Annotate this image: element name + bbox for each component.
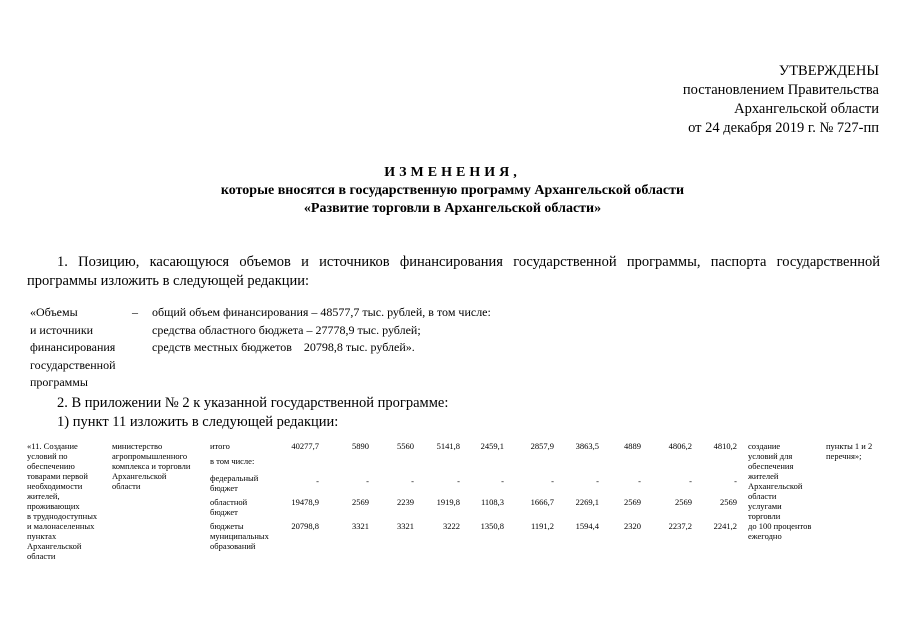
table-text-line: жителей, bbox=[27, 491, 60, 501]
table-cell: 1666,7 bbox=[530, 497, 554, 507]
table-cell: 3222 bbox=[443, 521, 460, 531]
section-1-text: 1. Позицию, касающуюся объемов и источников финансирования государственной программы, паспорта государственной программы изложить в следующей редакции: bbox=[27, 254, 880, 289]
table-text-line: до 100 процентов bbox=[748, 521, 812, 531]
table-executor bbox=[112, 441, 212, 491]
table-cell: 3321 bbox=[397, 521, 414, 531]
table-text-line: бюджет bbox=[210, 507, 238, 517]
table-cell: 20798,8 bbox=[291, 521, 319, 531]
table-reference bbox=[826, 441, 896, 461]
table-cell: 2239 bbox=[397, 497, 414, 507]
table-cell: 40277,7 bbox=[291, 441, 319, 451]
table-text-line: области bbox=[748, 491, 777, 501]
table-text-line: услугами bbox=[748, 501, 782, 511]
table-text-line: жителей bbox=[748, 471, 779, 481]
table-text-line: областной bbox=[210, 497, 248, 507]
passport-label-line: государственной bbox=[30, 357, 116, 372]
table-text-line: товарами первой bbox=[27, 471, 88, 481]
table-text-line: в труднодоступных bbox=[27, 511, 98, 521]
table-cell: 1919,8 bbox=[436, 497, 460, 507]
table-cell: 5890 bbox=[352, 441, 369, 451]
table-text-line: ежегодно bbox=[748, 531, 782, 541]
row-label-federal bbox=[210, 473, 258, 493]
table-cell: - bbox=[734, 476, 737, 486]
table-cell: - bbox=[596, 476, 599, 486]
row-label-regional bbox=[210, 497, 247, 517]
table-text-line: бюджет bbox=[210, 483, 238, 493]
table-text-line: министерство bbox=[112, 441, 163, 451]
table-text-line: области bbox=[112, 481, 141, 491]
table-text-line: условий для bbox=[748, 451, 793, 461]
table-cell: 19478,9 bbox=[291, 497, 319, 507]
table-text-line: области bbox=[27, 551, 56, 561]
table-text-line: условий по bbox=[27, 451, 68, 461]
approval-title: УТВЕРЖДЕНЫ bbox=[778, 63, 879, 79]
approval-line-2: постановлением Правительства bbox=[682, 82, 879, 98]
table-cell: 2569 bbox=[675, 497, 692, 507]
table-cell: 1108,3 bbox=[480, 497, 504, 507]
table-cell: - bbox=[457, 476, 460, 486]
table-cell: - bbox=[366, 476, 369, 486]
row-label-total: итого bbox=[210, 441, 230, 451]
table-cell: - bbox=[689, 476, 692, 486]
table-text-line: бюджеты bbox=[210, 521, 244, 531]
title-line-3: «Развитие торговли в Архангельской области» bbox=[303, 201, 602, 216]
passport-dash: – bbox=[132, 305, 138, 319]
table-text-line: и малонаселенных bbox=[27, 521, 95, 531]
row-label-municipal bbox=[210, 521, 269, 551]
table-text-line: пункты 1 и 2 bbox=[826, 441, 873, 451]
table-cell: 2241,2 bbox=[713, 521, 737, 531]
table-cell: 1191,2 bbox=[530, 521, 554, 531]
approval-line-3: Архангельской области bbox=[734, 101, 879, 117]
table-text-line: торговли bbox=[748, 511, 781, 521]
table-cell: 4810,2 bbox=[713, 441, 737, 451]
table-text-line: необходимости bbox=[27, 481, 83, 491]
table-text-line: агропромышленного bbox=[112, 451, 188, 461]
table-text-line: муниципальных bbox=[210, 531, 269, 541]
table-cell: 1594,4 bbox=[575, 521, 599, 531]
passport-label-line: финансирования bbox=[30, 340, 116, 354]
table-cell: - bbox=[501, 476, 504, 486]
table-cell: 3863,5 bbox=[575, 441, 599, 451]
table-text-line: образований bbox=[210, 541, 256, 551]
table-text-line: проживающих bbox=[27, 501, 80, 511]
table-text-line: создание bbox=[748, 441, 781, 451]
table-cell: 2569 bbox=[720, 497, 737, 507]
passport-label-line: программы bbox=[30, 375, 88, 389]
table-text-line: Архангельской bbox=[748, 481, 803, 491]
table-text-line: обеспечения bbox=[748, 461, 794, 471]
approval-line-4: от 24 декабря 2019 г. № 727-пп bbox=[688, 120, 879, 136]
table-cell: 2237,2 bbox=[668, 521, 692, 531]
table-cell: 2269,1 bbox=[575, 497, 599, 507]
table-cell: - bbox=[551, 476, 554, 486]
table-text-line: Архангельской bbox=[112, 471, 167, 481]
table-cell: - bbox=[316, 476, 319, 486]
table-cell: 2569 bbox=[624, 497, 641, 507]
section-2-sub: 1) пункт 11 изложить в следующей редакции: bbox=[57, 414, 339, 430]
table-text-line: комплекса и торговли bbox=[112, 461, 191, 471]
table-item-description bbox=[27, 441, 115, 561]
table-text-line: федеральный bbox=[210, 473, 259, 483]
table-cell: - bbox=[638, 476, 641, 486]
table-cell: 2459,1 bbox=[480, 441, 504, 451]
table-cell: 1350,8 bbox=[480, 521, 504, 531]
passport-value-line: средств местных бюджетов 20798,8 тыс. рублей». bbox=[152, 340, 415, 354]
table-text-line: обеспечению bbox=[27, 461, 75, 471]
table-cell: 5141,8 bbox=[436, 441, 460, 451]
table-text-line: перечня»; bbox=[826, 451, 862, 461]
table-text-line: «11. Создание bbox=[27, 441, 78, 451]
table-cell: 4889 bbox=[624, 441, 641, 451]
table-result bbox=[748, 441, 828, 541]
passport-value-line: средства областного бюджета – 27778,9 тыс. рублей; bbox=[152, 322, 421, 337]
passport-label-line: и источники bbox=[30, 322, 94, 337]
row-label-including: в том числе: bbox=[210, 456, 255, 466]
table-cell: 4806,2 bbox=[668, 441, 692, 451]
passport-label-line: «Объемы bbox=[30, 305, 78, 319]
table-cell: 5560 bbox=[397, 441, 414, 451]
title-heading: ИЗМЕНЕНИЯ, bbox=[384, 165, 521, 180]
title-line-2: которые вносятся в государственную программу Архангельской области bbox=[220, 183, 685, 198]
section-2-text: 2. В приложении № 2 к указанной государственной программе: bbox=[57, 395, 449, 411]
table-cell: 3321 bbox=[352, 521, 369, 531]
passport-value-line: общий объем финансирования – 48577,7 тыс. рублей, в том числе: bbox=[152, 305, 491, 319]
table-text-line: Архангельской bbox=[27, 541, 82, 551]
table-cell: 2320 bbox=[624, 521, 641, 531]
table-cell: - bbox=[411, 476, 414, 486]
table-cell: 2857,9 bbox=[530, 441, 554, 451]
table-text-line: пунктах bbox=[27, 531, 57, 541]
table-cell: 2569 bbox=[352, 497, 369, 507]
